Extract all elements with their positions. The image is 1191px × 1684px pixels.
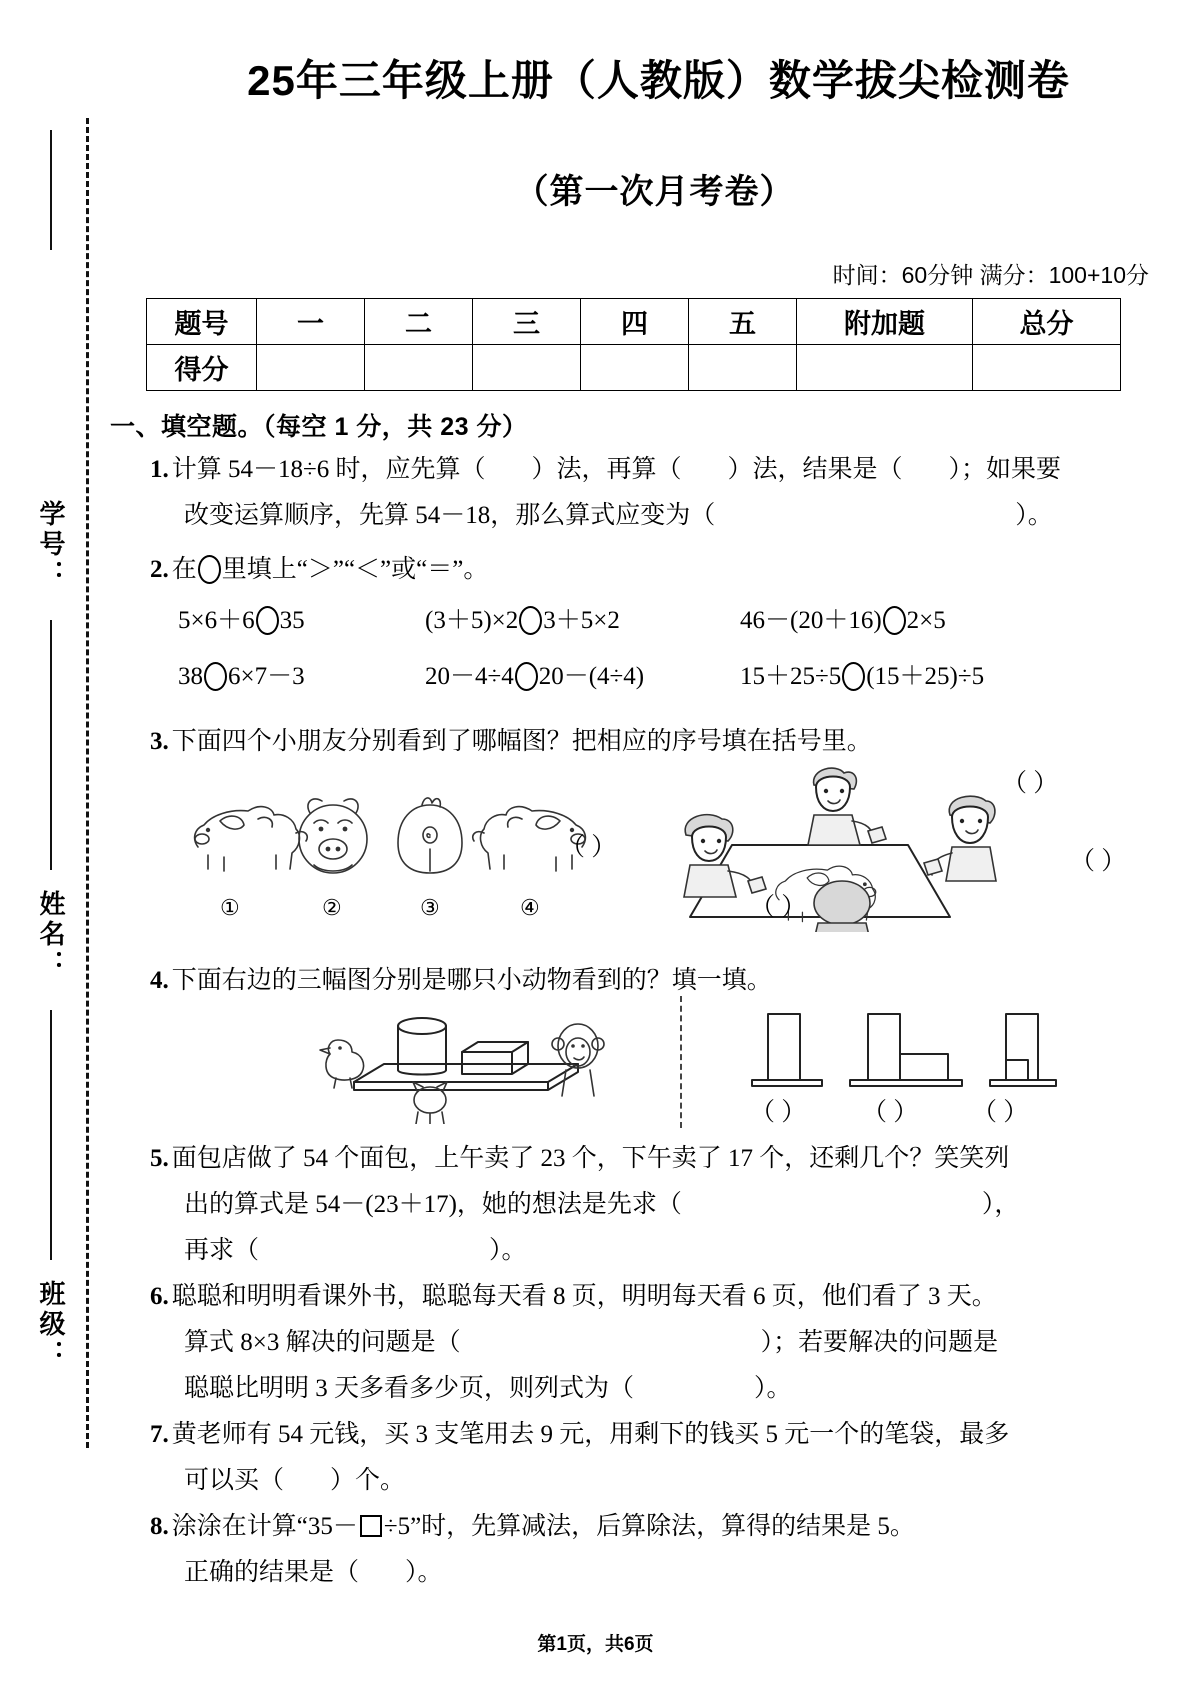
question-1-text-a: 计算 54－18÷6 时，应先算（ xyxy=(171,456,486,483)
scene-child-bottom xyxy=(810,881,874,932)
question-8-text-d: ）。 xyxy=(405,1559,443,1586)
score-row-label-1: 得分 xyxy=(147,345,257,391)
answer-paren-3-1[interactable]: （ ） xyxy=(1002,770,1059,797)
question-6-text-d: 聪聪比明明 3 天多看多少页，则列式为（ xyxy=(184,1375,635,1402)
question-8-text-c: 正确的结果是（ xyxy=(184,1559,360,1586)
comparison-left-1: (3＋5)×2 xyxy=(425,607,519,634)
comparison-item-2 xyxy=(740,593,1120,649)
question-1-text-c: ）法，结果是（ xyxy=(727,456,903,483)
comparison-right-4: 20－(4÷4) xyxy=(538,663,645,690)
comparison-circle-prompt[interactable] xyxy=(198,555,221,584)
comparison-right-5: (15＋25)÷5 xyxy=(866,663,985,690)
question-7-text-b: 可以买（ xyxy=(184,1467,285,1494)
question-6-text-c: ）；若要解决的问题是 xyxy=(760,1329,999,1356)
question-5-text-c: ）， xyxy=(981,1191,1020,1218)
seal-dashed-line xyxy=(86,118,89,1448)
question-5-number: 5. xyxy=(150,1145,169,1172)
comparison-item-3 xyxy=(150,649,425,705)
table-row-score xyxy=(147,345,1121,391)
pig-views-group xyxy=(180,777,600,897)
question-4 xyxy=(150,958,1191,1004)
section-heading-1: 一、填空题。（每空 1 分，共 23 分） xyxy=(110,413,528,441)
comparison-item-5 xyxy=(740,649,1120,705)
question-2 xyxy=(150,547,1191,593)
question-7-text-c: ）个。 xyxy=(330,1467,406,1494)
question-8-number: 8. xyxy=(150,1513,169,1540)
comparison-left-2: 46－(20＋16) xyxy=(740,607,882,634)
score-col-2: 三 xyxy=(473,299,581,345)
table-row-header xyxy=(147,299,1121,345)
cat-icon xyxy=(413,1082,447,1124)
score-input-cell-2[interactable] xyxy=(473,345,581,391)
question-1-text-d: ）；如果要 xyxy=(948,456,1062,483)
comparison-right-3: 6×7－3 xyxy=(228,663,305,690)
figure-label-4: ④ xyxy=(520,895,540,920)
comparison-circle-1[interactable] xyxy=(519,606,542,635)
question-5-text-a: 面包店做了 54 个面包，上午卖了 23 个，下午卖了 17 个，还剩几个？笑笑列 xyxy=(171,1145,1010,1172)
question-7-number: 7. xyxy=(150,1421,169,1448)
question-6 xyxy=(150,1274,1191,1412)
comparison-right-0: 35 xyxy=(279,607,305,634)
question-4-number: 4. xyxy=(150,967,169,994)
figure-divider xyxy=(680,996,682,1128)
seal-field-class xyxy=(24,1280,78,1375)
question-6-text-e: ）。 xyxy=(754,1375,792,1402)
score-col-4: 五 xyxy=(689,299,797,345)
question-3-number: 3. xyxy=(150,728,169,755)
question-1-text-b: ）法，再算（ xyxy=(531,456,682,483)
question-5 xyxy=(150,1136,1191,1274)
score-input-cell-4[interactable] xyxy=(689,345,797,391)
score-input-cell-3[interactable] xyxy=(581,345,689,391)
pig-view-2-icon xyxy=(299,799,367,873)
score-row-label-0: 题号 xyxy=(147,299,257,345)
objects-scene-figure xyxy=(300,1004,630,1124)
score-col-3: 四 xyxy=(581,299,689,345)
square-blank-8[interactable] xyxy=(360,1515,382,1537)
comparison-left-4: 20－4÷4 xyxy=(425,663,514,690)
comparison-left-0: 5×6＋6 xyxy=(178,607,255,634)
monkey-icon xyxy=(552,1024,604,1096)
score-col-0: 一 xyxy=(257,299,365,345)
figure-label-2: ② xyxy=(322,895,342,920)
answer-paren-4-3[interactable]: （ ） xyxy=(972,1099,1029,1126)
answer-paren-3-2[interactable]: （ ） xyxy=(560,834,617,861)
comparison-row-2 xyxy=(150,649,1191,705)
answer-paren-3-4[interactable]: （ ） xyxy=(750,894,807,921)
answer-paren-4-2[interactable]: （ ） xyxy=(862,1099,919,1126)
question-8 xyxy=(150,1504,1191,1596)
figure-label-3: ③ xyxy=(420,895,440,920)
comparison-circle-0[interactable] xyxy=(256,606,279,635)
question-5-text-e: ）。 xyxy=(489,1237,527,1264)
seal-rule-mid2 xyxy=(50,1010,52,1260)
seal-class-label: 班级： xyxy=(36,1280,66,1370)
score-input-cell-1[interactable] xyxy=(365,345,473,391)
seal-field-name xyxy=(24,890,78,985)
pig-view-3-icon xyxy=(398,798,462,873)
seal-name-label: 姓名： xyxy=(36,890,66,980)
comparison-circle-4[interactable] xyxy=(515,662,538,691)
question-5-text-d: 再求（ xyxy=(184,1237,260,1264)
exam-meta: 时间：60分钟 满分：100+10分 xyxy=(832,262,1149,288)
answer-paren-3-3[interactable]: （ ） xyxy=(1070,848,1127,875)
question-8-text-b: ÷5”时，先算减法，后算除法，算得的结果是 5。 xyxy=(383,1513,915,1540)
question-3-figure-area xyxy=(150,765,1191,940)
answer-paren-4-1[interactable]: （ ） xyxy=(750,1099,807,1126)
comparison-circle-3[interactable] xyxy=(204,662,227,691)
question-1-number: 1. xyxy=(150,456,169,483)
comparison-right-2: 2×5 xyxy=(906,607,946,634)
question-1-text-e: 改变运算顺序，先算 54－18，那么算式应变为（ xyxy=(184,502,716,529)
page-footer: 第1页，共6页 xyxy=(537,1634,654,1655)
comparison-circle-5[interactable] xyxy=(842,662,865,691)
question-5-text-b: 出的算式是 54－(23＋17)，她的想法是先求（ xyxy=(184,1191,682,1218)
pig-view-1-icon xyxy=(195,807,308,871)
comparison-item-4 xyxy=(425,649,740,705)
observation-scene-figure xyxy=(620,757,1050,932)
question-7 xyxy=(150,1412,1191,1504)
score-col-1: 二 xyxy=(365,299,473,345)
question-3-prompt: 下面四个小朋友分别看到了哪幅图？把相应的序号填在括号里。 xyxy=(171,728,872,755)
question-7-text-a: 黄老师有 54 元钱，买 3 支笔用去 9 元，用剩下的钱买 5 元一个的笔袋，最多 xyxy=(171,1421,1010,1448)
comparison-left-3: 38 xyxy=(178,663,203,690)
scene-child-right xyxy=(924,796,996,881)
question-6-number: 6. xyxy=(150,1283,169,1310)
score-col-5: 附加题 xyxy=(797,299,973,345)
question-6-text-b: 算式 8×3 解决的问题是（ xyxy=(184,1329,461,1356)
question-1 xyxy=(150,447,1191,539)
seal-student-id-label: 学号： xyxy=(36,500,66,590)
score-table xyxy=(146,298,1121,391)
question-2-prompt-b: 里填上“＞”“＜”或“＝”。 xyxy=(221,556,489,583)
score-input-cell-0[interactable] xyxy=(257,345,365,391)
question-1-text-f: ）。 xyxy=(1015,502,1053,529)
comparison-circle-2[interactable] xyxy=(883,606,906,635)
seal-rule-top xyxy=(50,130,52,250)
page-title: 25年三年级上册（人教版）数学拔尖检测卷 xyxy=(247,57,1070,104)
question-8-text-a: 涂涂在计算“35－ xyxy=(171,1513,358,1540)
comparison-row-1 xyxy=(150,593,1191,649)
question-6-text-a: 聪聪和明明看课外书，聪聪每天看 8 页，明明每天看 6 页，他们看了 3 天。 xyxy=(171,1283,997,1310)
seal-rule-mid1 xyxy=(50,620,52,870)
question-2-prompt-a: 在 xyxy=(171,556,197,583)
seal-field-student-id xyxy=(24,500,78,595)
question-4-figure-area xyxy=(150,1004,1191,1126)
scene-child-top xyxy=(808,768,886,845)
score-input-cell-6[interactable] xyxy=(973,345,1121,391)
figure-label-1: ① xyxy=(220,895,240,920)
comparison-left-5: 15＋25÷5 xyxy=(740,663,842,690)
score-col-6: 总分 xyxy=(973,299,1121,345)
score-input-cell-5[interactable] xyxy=(797,345,973,391)
comparison-item-0 xyxy=(150,593,425,649)
comparison-item-1 xyxy=(425,593,740,649)
seal-binding-column xyxy=(0,0,108,1684)
comparison-right-1: 3＋5×2 xyxy=(543,607,620,634)
question-2-number: 2. xyxy=(150,556,169,583)
question-4-prompt: 下面右边的三幅图分别是哪只小动物看到的？填一填。 xyxy=(171,967,772,994)
page-subtitle: （第一次月考卷） xyxy=(514,173,795,211)
exam-sheet xyxy=(108,0,1191,1684)
